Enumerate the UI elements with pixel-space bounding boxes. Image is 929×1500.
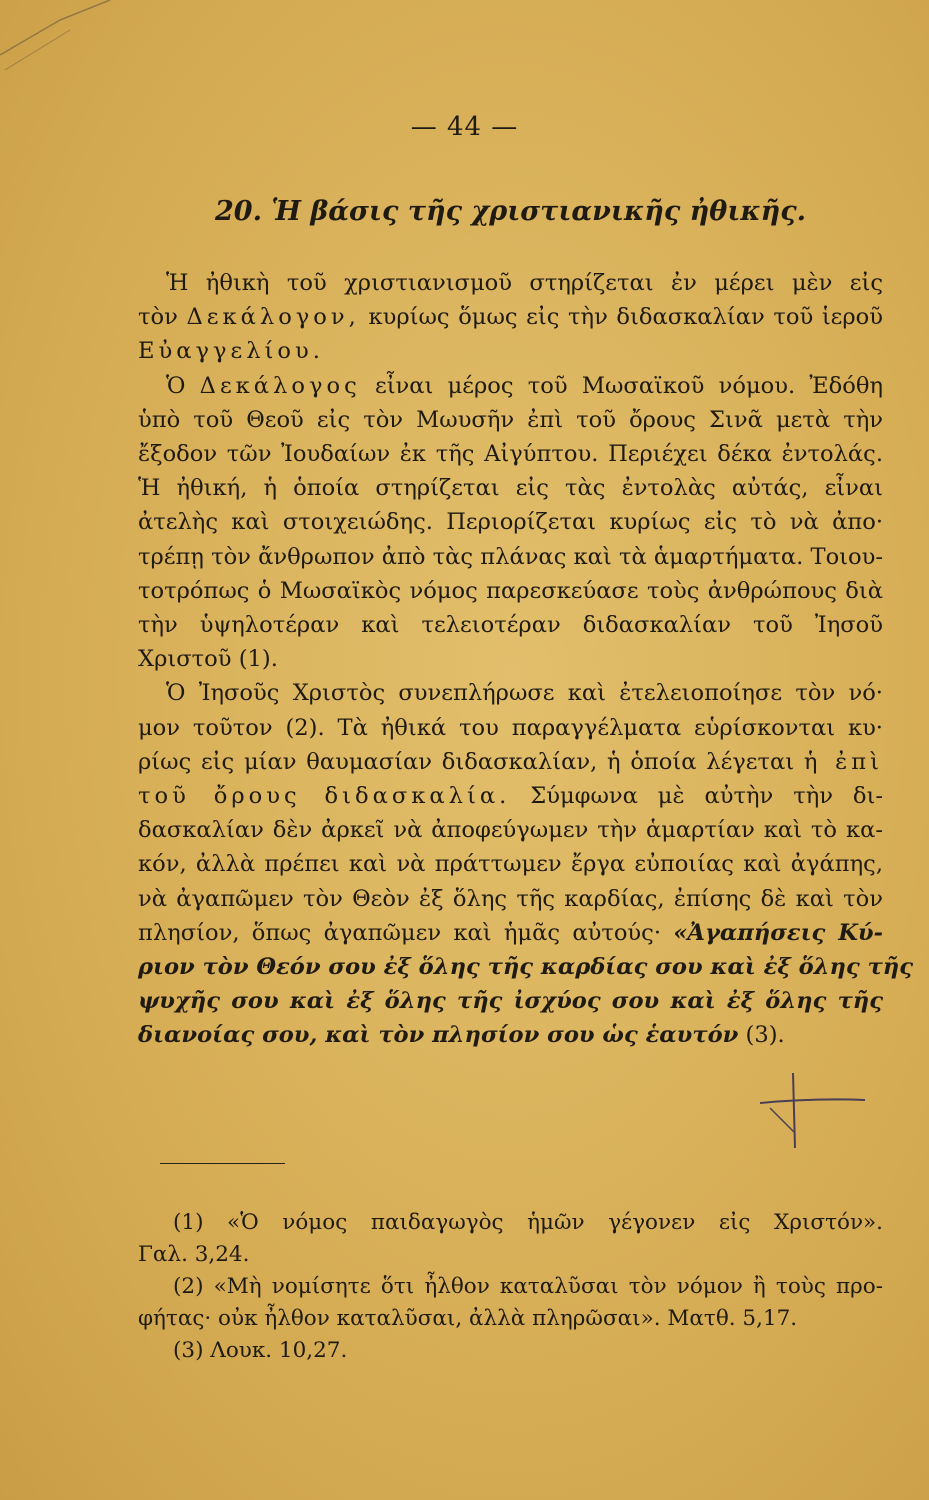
paragraph-3-line: κόν, ἀλλὰ πρέπει καὶ νὰ πράττωμεν ἔργα εὐποιίας καὶ ἀγάπης, <box>138 851 883 878</box>
section-heading: 20. Ἡ βάσις τῆς χριστιανικῆς ἠθικῆς. <box>215 196 807 227</box>
paragraph-3-line: ρίως εἰς μίαν θαυμασίαν διδασκαλίαν, ἡ ὁποία λέγεται ἡ ἐπὶ <box>138 748 883 775</box>
footnote-ref-2: (2). <box>285 714 325 741</box>
paragraph-3-line: Ὁ Ἰησοῦς Χριστὸς συνεπλήρωσε καὶ ἐτελειοποίησε τὸν νό· <box>166 680 883 707</box>
paragraph-1-line: τὸν Δεκάλογον, κυρίως ὅμως εἰς τὴν διδασκαλίαν τοῦ ἱεροῦ <box>138 304 884 331</box>
footnote-1: (1) «Ὁ νόμος παιδαγωγὸς ἡμῶν γέγονεν εἰς Χριστόν». <box>173 1210 883 1235</box>
quote-line: ριον τὸν Θεόν σου ἐξ ὅλης τῆς καρδίας σου καὶ ἐξ ὅλης τῆς <box>138 954 913 981</box>
footnote-2-cont: φήτας· οὐκ ἦλθον καταλῦσαι, ἀλλὰ πληρῶσαι». Ματθ. 5,17. <box>138 1306 798 1331</box>
quote-line: ψυχῆς σου καὶ ἐξ ὅλης τῆς ἰσχύος σου καὶ ἐξ ὅλης τῆς <box>138 988 883 1015</box>
quote-text: «Ἀγαπήσεις Κύ- <box>673 919 883 946</box>
body-text <box>138 266 913 1053</box>
emphasis-spaced: Δεκάλογον, <box>186 304 360 331</box>
paragraph-2-line: ὑπὸ τοῦ Θεοῦ εἰς τὸν Μωυσῆν ἐπὶ τοῦ ὄρους Σινᾶ μετὰ τὴν <box>138 406 883 433</box>
footnote-ref-1: (1). <box>238 646 278 673</box>
pencil-cross-mark <box>755 1068 875 1158</box>
footnote-1-cont: Γαλ. 3,24. <box>138 1242 250 1267</box>
paragraph-2-line: Ὁ Δεκάλογος εἶναι μέρος τοῦ Μωσαϊκοῦ νόμου. Ἐδόθη <box>166 372 883 399</box>
paragraph-3-line: μον τοῦτον (2). Τὰ ἠθικά του παραγγέλματα εὑρίσκονται κυ· <box>138 714 883 741</box>
paragraph-2-line: τρέπῃ τὸν ἄνθρωπον ἀπὸ τὰς πλάνας καὶ τὰ ἁμαρτήματα. Τοιου- <box>138 543 883 570</box>
footnote-ref-3: (3). <box>745 1022 785 1049</box>
paragraph-1-line: Ἡ ἠθικὴ τοῦ χριστιανισμοῦ στηρίζεται ἐν μέρει μὲν εἰς <box>166 270 883 296</box>
footnote-3: (3) Λουκ. 10,27. <box>173 1338 348 1363</box>
corner-pencil-mark <box>0 0 120 80</box>
paragraph-3-line: δασκαλίαν δὲν ἀρκεῖ νὰ ἀποφεύγωμεν τὴν ἁμαρτίαν καὶ τὸ κα- <box>138 817 883 844</box>
paragraph-2-line: ἔξοδον τῶν Ἰουδαίων ἐκ τῆς Αἰγύπτου. Περιέχει δέκα ἐντολάς. <box>138 441 883 468</box>
paragraph-3-line: νὰ ἀγαπῶμεν τὸν Θεὸν ἐξ ὅλης τῆς καρδίας, ἐπίσης δὲ καὶ τὸν <box>138 885 883 912</box>
paragraph-1-line: Εὐαγγελίου. <box>138 338 324 365</box>
paragraph-3-line: πλησίον, ὅπως ἀγαπῶμεν καὶ ἡμᾶς αὐτούς· «Ἀγαπήσεις Κύ- <box>138 919 883 946</box>
footnotes <box>138 1207 883 1367</box>
footnote-2: (2) «Μὴ νομίσητε ὅτι ἦλθον καταλῦσαι τὸν νόμον ἢ τοὺς προ- <box>173 1274 883 1299</box>
quote-line: διανοίας σου, καὶ τὸν πλησίον σου ὡς ἑαυτόν (3). <box>138 1022 785 1049</box>
footnote-divider <box>160 1163 285 1164</box>
paragraph-2-line: ἀτελὴς καὶ στοιχειώδης. Περιορίζεται κυρίως εἰς τὸ νὰ ἀπο· <box>138 509 883 536</box>
page-number: — 44 — <box>410 112 519 142</box>
paragraph-2-line: τὴν ὑψηλοτέραν καὶ τελειοτέραν διδασκαλίαν τοῦ Ἰησοῦ <box>138 612 883 639</box>
paragraph-2-line: Ἡ ἠθική, ἡ ὁποία στηρίζεται εἰς τὰς ἐντολὰς αὐτάς, εἶναι <box>138 475 883 502</box>
emphasis-spaced: Δεκάλογος <box>199 372 361 399</box>
emphasis-spaced: ἡ ἐπὶ <box>803 748 883 775</box>
paragraph-2-line: Χριστοῦ (1). <box>138 646 278 673</box>
paragraph-2-line: τοτρόπως ὁ Μωσαϊκὸς νόμος παρεσκεύασε τοὺς ἀνθρώπους διὰ <box>138 577 883 604</box>
emphasis-spaced: τοῦ ὄρους διδασκαλία. <box>138 783 511 810</box>
paragraph-3-line: τοῦ ὄρους διδασκαλία. Σύμφωνα μὲ αὐτὴν τὴν δι- <box>138 783 884 810</box>
